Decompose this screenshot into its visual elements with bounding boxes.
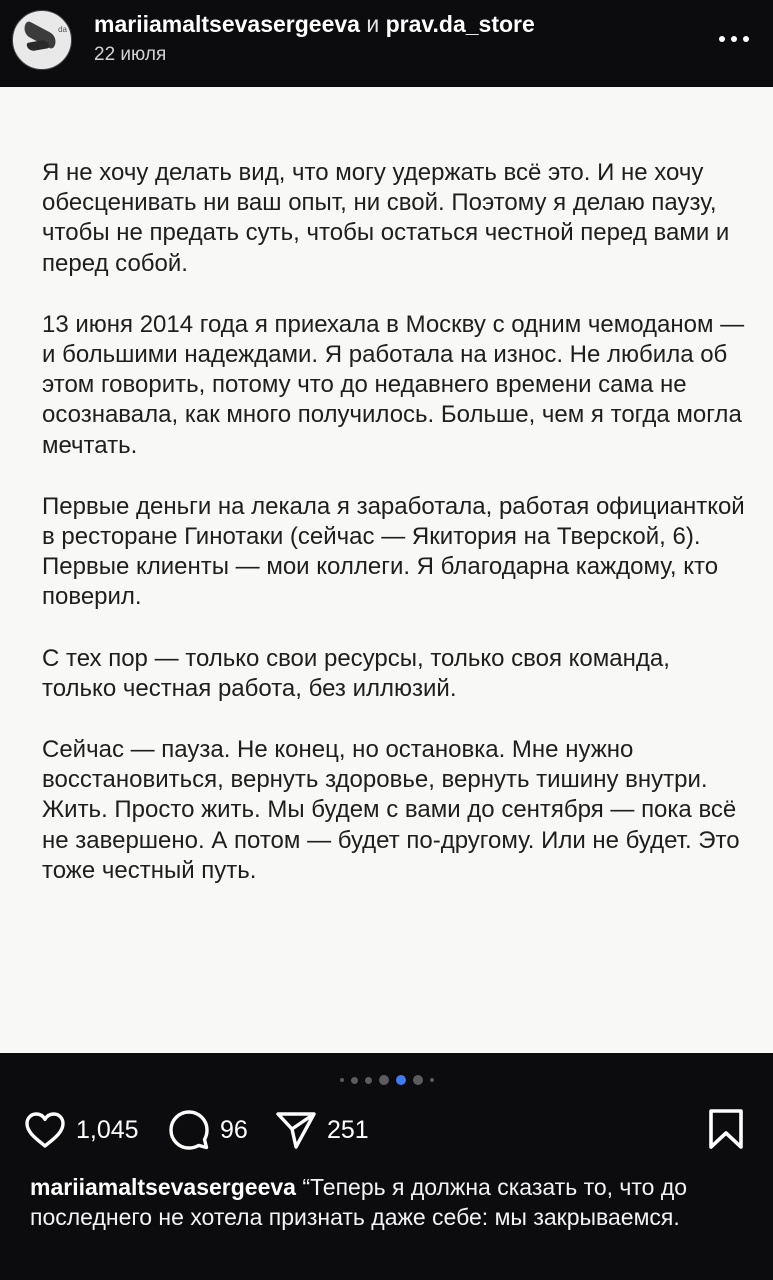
heart-icon — [24, 1111, 66, 1149]
collaborator-username[interactable]: prav.da_store — [385, 11, 535, 37]
post-date: 22 июля — [94, 44, 167, 65]
like-button[interactable] — [24, 1108, 139, 1152]
more-dot — [719, 36, 725, 42]
avatar-tag: da — [58, 25, 67, 34]
more-dot — [743, 36, 749, 42]
paper-plane-icon — [275, 1110, 317, 1150]
carousel-dot — [365, 1077, 372, 1084]
post-image[interactable] — [0, 87, 773, 1053]
comment-bubble-icon — [168, 1109, 210, 1151]
carousel-dot — [340, 1078, 344, 1082]
author-conjunction: и — [366, 11, 380, 37]
more-horizontal-icon[interactable] — [719, 36, 749, 42]
post-paragraph: С тех пор — только свои ресурсы, только своя команда, только честная работа, без иллюзий. — [42, 644, 670, 702]
carousel-dot — [413, 1075, 423, 1085]
post-paragraph: Первые деньги на лекала я заработала, работая официанткой в ресторане Гинотаки (сейчас — Якитория на Тверской, 6). Первые клиенты — мои коллеги. Я благодарна каждому, кто поверил. — [42, 492, 745, 611]
bookmark-icon — [706, 1108, 746, 1150]
caption-text: “Теперь я должна сказать то, что до последнего не хотела признать даже себе: мы закрываемся. — [30, 1174, 688, 1230]
carousel-indicator — [0, 1073, 773, 1087]
post-paragraph: 13 июня 2014 года я приехала в Москву с одним чемоданом — и большими надеждами. Я работала на износ. Не любила об этом говорить, потому что до недавнего времени сама не осознавала, как много получилось. Больше, чем я тогда могла мечтать. — [42, 310, 745, 459]
author-username[interactable]: mariiamaltsevasergeeva — [94, 11, 360, 37]
avatar-logo-shape — [26, 39, 49, 52]
post-paragraph: Я не хочу делать вид, что могу удержать всё это. И не хочу обесценивать ни ваш опыт, ни свой. Поэтому я делаю паузу, чтобы не предать суть, чтобы остаться честной перед вами и перед собой. — [42, 159, 730, 277]
comment-button[interactable] — [168, 1108, 248, 1152]
carousel-dot — [379, 1075, 389, 1085]
post-paragraph: Сейчас — пауза. Не конец, но остановка. Мне нужно восстановиться, вернуть здоровье, вернуть тишину внутри. Жить. Просто жить. Мы будем с вами до сентября — пока всё не завершено. А потом — будет по-другому. Или не будет. Это тоже честный путь. — [42, 736, 740, 884]
more-dot — [731, 36, 737, 42]
post-caption — [30, 1172, 750, 1232]
like-count[interactable]: 1,045 — [76, 1115, 139, 1144]
post-header — [0, 0, 773, 87]
save-button[interactable] — [706, 1108, 746, 1155]
carousel-dot — [351, 1077, 358, 1084]
post-text — [42, 158, 747, 917]
share-button[interactable] — [275, 1108, 369, 1152]
share-count[interactable]: 251 — [327, 1115, 369, 1144]
carousel-dot — [430, 1078, 434, 1082]
caption-username[interactable]: mariiamaltsevasergeeva — [30, 1174, 296, 1200]
comment-count[interactable]: 96 — [220, 1115, 248, 1144]
carousel-dot-active — [396, 1075, 406, 1085]
avatar[interactable] — [12, 10, 72, 70]
post-authors — [94, 11, 535, 38]
